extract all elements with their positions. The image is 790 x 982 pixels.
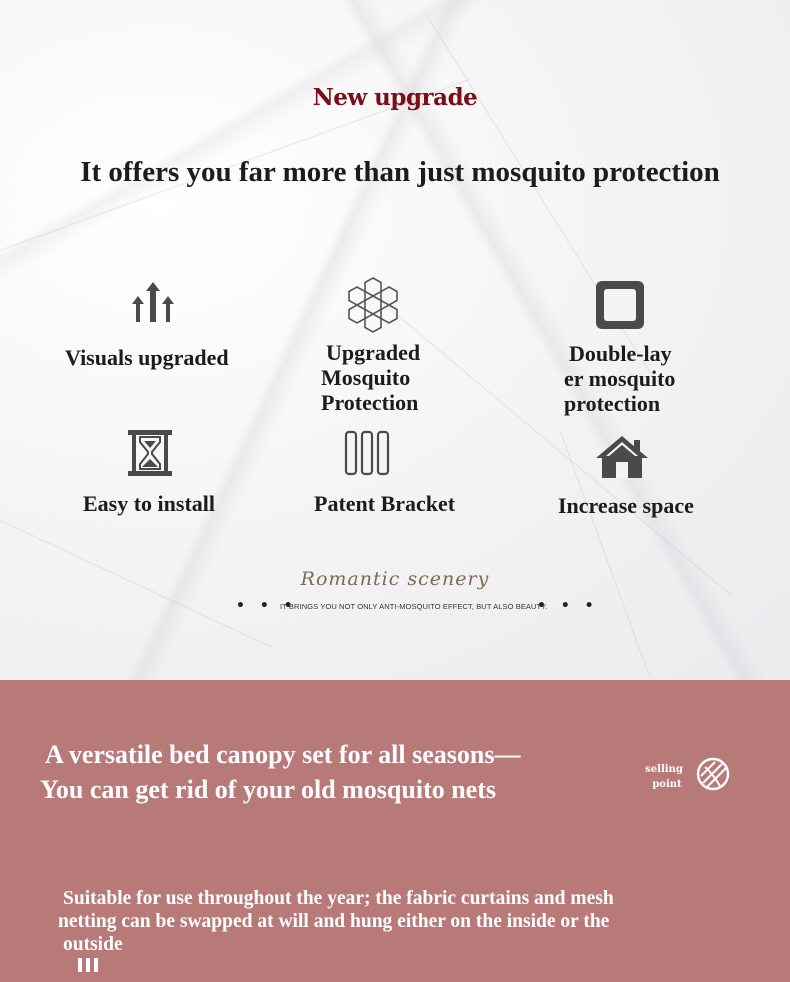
arrows-up-icon: [130, 280, 176, 324]
feature-label-line: protection: [564, 391, 661, 416]
yarn-ball-icon: [695, 756, 731, 792]
house-icon: [594, 434, 650, 480]
selling-point-panel: [0, 680, 790, 982]
tagline-text: IT BRINGS YOU NOT ONLY ANTI-MOSQUITO EFFECT, BUT ALSO BEAUTY.: [280, 602, 548, 611]
honeycomb-icon: [344, 276, 402, 334]
hourglass-icon: [128, 430, 172, 476]
new-upgrade-badge: New upgrade: [312, 84, 478, 111]
dots-left: • • •: [236, 598, 298, 614]
feature-label-line: Patent Bracket: [314, 491, 456, 516]
selling-body-line: outside: [63, 934, 123, 955]
dots-right: • • •: [537, 598, 599, 614]
selling-body-line: Suitable for use throughout the year; the fabric curtains and mesh: [63, 888, 614, 909]
page-headline: It offers you far more than just mosquito protection: [80, 156, 720, 188]
selling-body-line: netting can be swapped at will and hung either on the inside or the: [58, 911, 610, 932]
feature-label-line: Protection: [321, 390, 419, 415]
selling-body: [58, 887, 758, 956]
feature-label-line: Mosquito: [321, 365, 411, 390]
selling-title-line: A versatile bed canopy set for all seasons—: [45, 740, 521, 769]
feature-label-line: Visuals upgraded: [65, 345, 229, 370]
feature-label-line: Double-lay: [569, 341, 672, 366]
double-square-icon: [595, 280, 645, 330]
selling-badge-line: selling: [645, 764, 683, 775]
selling-badge-line: point: [652, 779, 682, 790]
romantic-scenery-script: Romantic scenery: [300, 568, 490, 590]
selling-point-badge: [636, 762, 692, 792]
bracket-bars-icon: [344, 430, 390, 476]
feature-label-line: er mosquito: [564, 366, 676, 391]
tagline-row: [0, 600, 790, 616]
decorative-bars-icon: [78, 958, 100, 972]
feature-label-line: Increase space: [558, 493, 694, 518]
selling-title-line: You can get rid of your old mosquito nets: [40, 775, 497, 804]
feature-label-line: Upgraded: [326, 340, 421, 365]
selling-title: [40, 737, 520, 807]
feature-label-line: Easy to install: [83, 491, 216, 516]
